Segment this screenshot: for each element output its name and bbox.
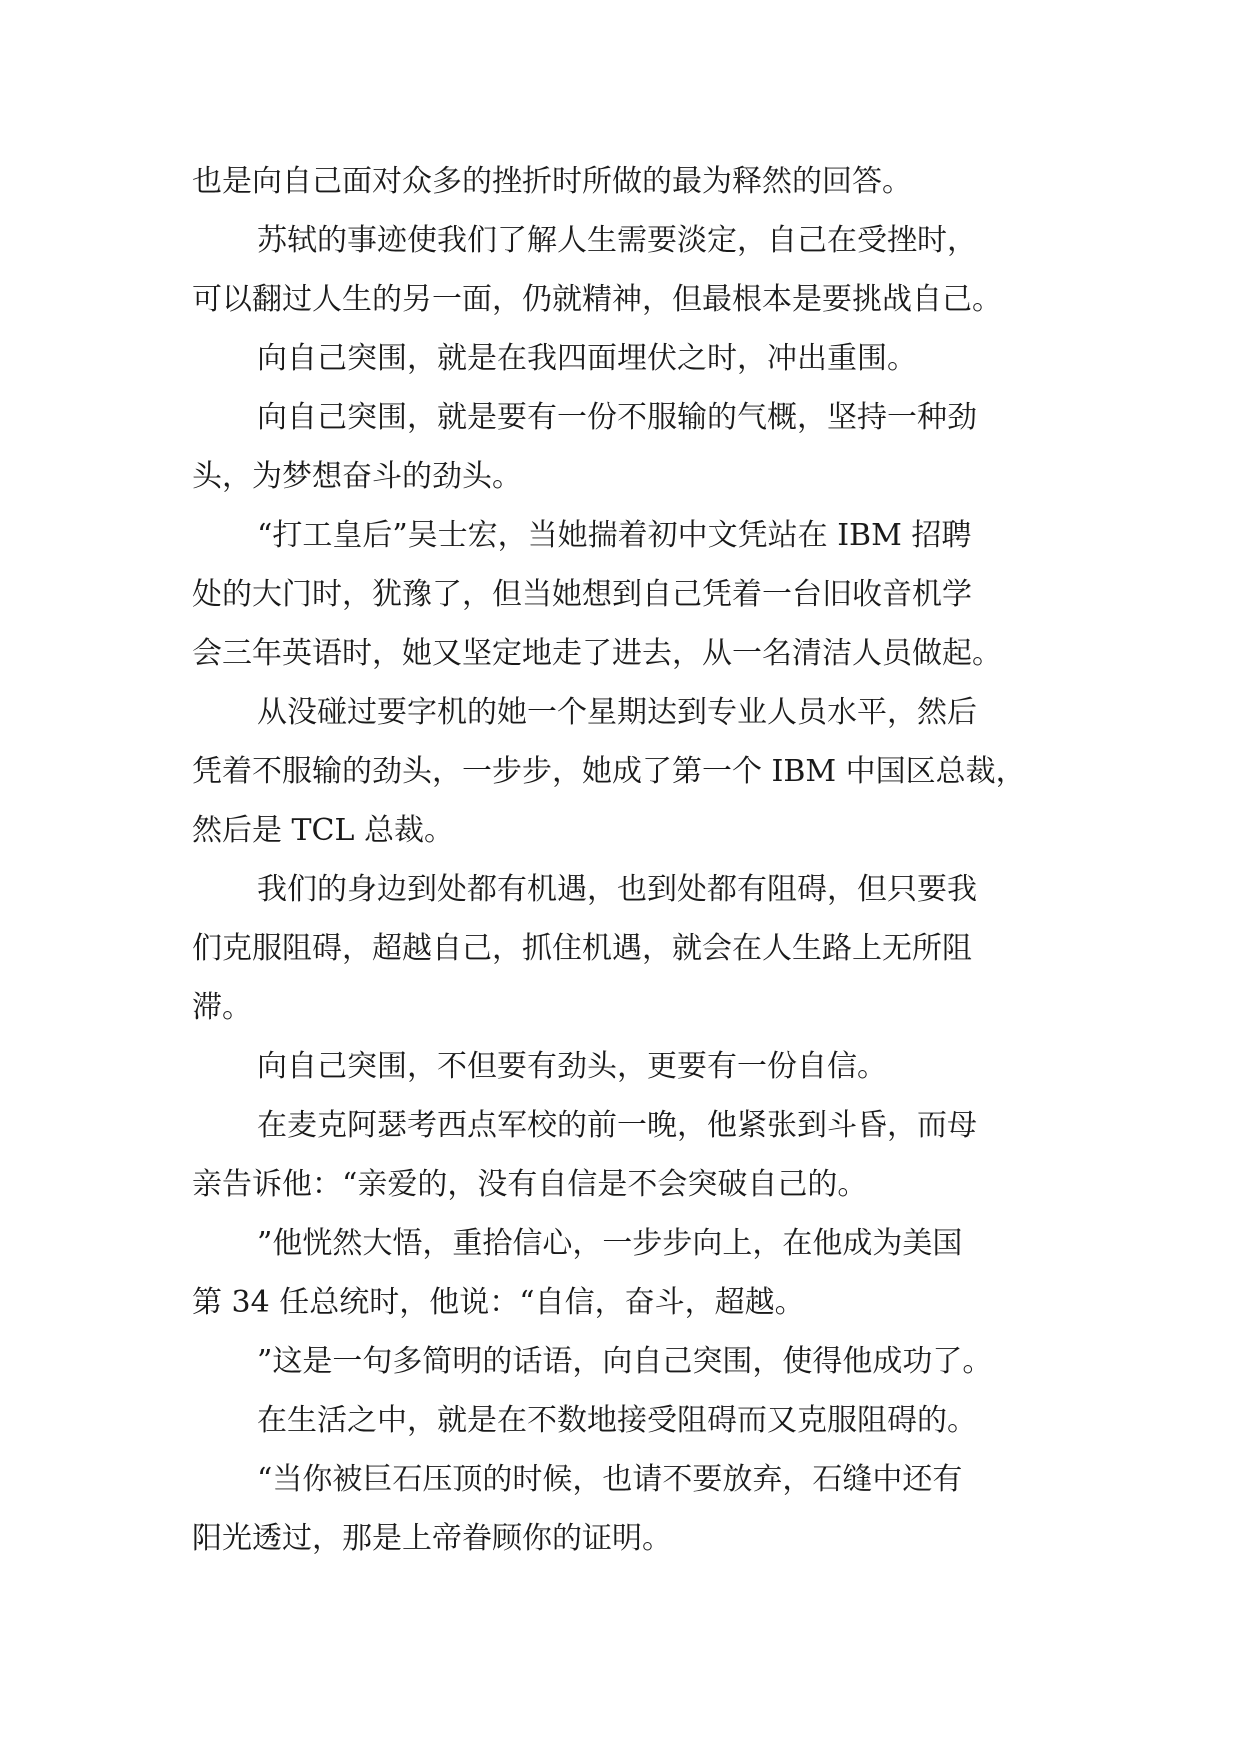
text-line: 可以翻过人生的另一面，仍就精神，但最根本是要挑战自己。 — [192, 282, 1002, 317]
text-line: 苏轼的事迹使我们了解人生需要淡定，自己在受挫时， — [257, 223, 977, 258]
text-line: ”这是一句多简明的话语，向自己突围，使得他成功了。 — [257, 1344, 993, 1379]
text-line: 亲告诉他：“亲爱的，没有自信是不会突破自己的。 — [192, 1167, 868, 1202]
text-line: 凭着不服输的劲头，一步步，她成了第一个 IBM 中国区总裁， — [192, 754, 1026, 789]
text-line: 向自己突围，就是要有一份不服输的气概，坚持一种劲 — [257, 400, 977, 435]
text-line: 然后是 TCL 总裁。 — [192, 813, 454, 848]
text-line: 滞。 — [192, 990, 252, 1025]
text-line: 第 34 任总统时，他说：“自信，奋斗，超越。 — [192, 1285, 805, 1320]
document-body — [192, 152, 1056, 1568]
text-line: 处的大门时，犹豫了，但当她想到自己凭着一台旧收音机学 — [192, 577, 972, 612]
text-line: ”他恍然大悟，重拾信心，一步步向上，在他成为美国 — [257, 1226, 963, 1261]
text-line: 也是向自己面对众多的挫折时所做的最为释然的回答。 — [192, 164, 912, 199]
text-line: 头，为梦想奋斗的劲头。 — [192, 459, 522, 494]
text-line: 向自己突围，不但要有劲头，更要有一份自信。 — [257, 1049, 887, 1084]
text-line: “当你被巨石压顶的时候，也请不要放弃，石缝中还有 — [257, 1462, 963, 1497]
text-line: 会三年英语时，她又坚定地走了进去，从一名清洁人员做起。 — [192, 636, 1002, 671]
text-line: 在麦克阿瑟考西点军校的前一晚，他紧张到斗昏，而母 — [257, 1108, 977, 1143]
text-line: 阳光透过，那是上帝眷顾你的证明。 — [192, 1521, 672, 1556]
text-line: 我们的身边到处都有机遇，也到处都有阻碍，但只要我 — [257, 872, 977, 907]
text-line: 们克服阻碍，超越自己，抓住机遇，就会在人生路上无所阻 — [192, 931, 972, 966]
text-line: “打工皇后”吴士宏，当她揣着初中文凭站在 IBM 招聘 — [257, 518, 972, 553]
text-line: 从没碰过要字机的她一个星期达到专业人员水平，然后 — [257, 695, 977, 730]
text-line: 在生活之中，就是在不数地接受阻碍而又克服阻碍的。 — [257, 1403, 977, 1438]
text-line: 向自己突围，就是在我四面埋伏之时，冲出重围。 — [257, 341, 917, 376]
